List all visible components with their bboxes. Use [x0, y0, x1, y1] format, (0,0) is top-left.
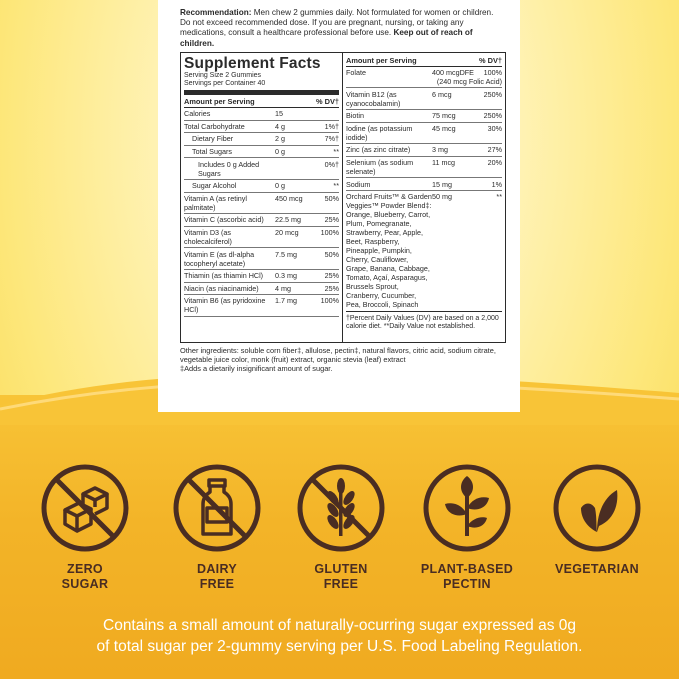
- nutrient-amount: 50 mg: [432, 192, 452, 202]
- nutrient-name: Selenium (as sodium selenate): [346, 158, 414, 177]
- nutrient-name: Vitamin D3 (as cholecalciferol): [184, 228, 232, 247]
- badge-dairy-free: [152, 462, 282, 592]
- sugar-note: ‡Adds a dietarily insignificant amount of sugar.: [180, 364, 333, 374]
- nutrient-name: Niacin (as niacinamide): [184, 283, 259, 293]
- nutrient-row: [184, 227, 339, 249]
- badge-line2: SUGAR: [61, 577, 109, 591]
- nutrient-row: [346, 191, 502, 311]
- nutrient-dv: 0%†: [324, 159, 339, 169]
- nutrient-row: [184, 283, 339, 296]
- left-header-amount: Amount per Serving: [184, 97, 255, 106]
- nutrient-row: [346, 157, 502, 179]
- badge-line2: FREE: [199, 577, 235, 591]
- nutrient-dv: 25%: [324, 283, 339, 293]
- facts-left-column: [181, 53, 343, 342]
- nutrient-name: Dietary Fiber: [192, 134, 234, 144]
- recommendation-text: [180, 8, 506, 49]
- left-rows: [184, 108, 339, 317]
- badge-plant-based-pectin: [402, 462, 532, 592]
- right-header-amount: Amount per Serving: [346, 55, 417, 65]
- nutrient-name: Vitamin C (ascorbic acid): [184, 215, 264, 225]
- nutrient-dv: 50%: [324, 193, 339, 203]
- badge-label: [276, 562, 406, 592]
- nutrient-dv: 100%: [320, 228, 339, 238]
- nutrient-name: Total Carbohydrate: [184, 121, 245, 131]
- nutrient-dv: 27%: [487, 145, 502, 155]
- badge-label: [20, 562, 150, 592]
- nutrient-amount: 75 mcg: [432, 111, 456, 121]
- nutrient-dv: 7%†: [324, 134, 339, 144]
- badge-label: [532, 562, 662, 577]
- nutrient-row: [346, 67, 502, 89]
- nutrient-amount: 400 mcgDFE: [432, 68, 474, 78]
- left-header-dv: % DV†: [315, 97, 339, 106]
- badge-row: [0, 462, 679, 602]
- nutrient-amount: 45 mcg: [432, 123, 456, 133]
- badge-zero-sugar: [20, 462, 150, 592]
- other-ingredients: Other ingredients: soluble corn fiber‡, allulose, pectin‡, natural flavors, citric acid, sodium citrate, vegetable juice color, monk (fruit) extract, organic stevia (leaf) extract: [180, 345, 496, 365]
- facts-right-column: [343, 53, 505, 342]
- nutrient-dv: 250%: [483, 111, 502, 121]
- nutrient-name: Includes 0 g Added Sugars: [198, 159, 260, 178]
- vegetarian-icon: [551, 462, 643, 554]
- nutrient-row: [346, 144, 502, 157]
- nutrient-row: [184, 158, 339, 180]
- badge-line1: DAIRY: [197, 562, 237, 576]
- recommendation-label: Recommendation:: [180, 8, 252, 17]
- nutrient-row: [346, 123, 502, 145]
- nutrient-dv: 250%: [483, 89, 502, 99]
- nutrient-amount: 0.3 mg: [275, 271, 297, 281]
- nutrient-subtext: (240 mcg Folic Acid): [436, 77, 502, 87]
- nutrient-dv: 1%: [491, 179, 502, 189]
- nutrient-amount: 4 g: [275, 121, 285, 131]
- nutrient-name: Vitamin B12 (as cyanocobalamin): [346, 89, 401, 108]
- nutrient-dv: **: [333, 181, 339, 191]
- nutrient-name: Thiamin (as thiamin HCl): [184, 271, 264, 281]
- nutrient-name: Orchard Fruits™ & Garden Veggies™ Powder Blend‡: Orange, Blueberry, Carrot, Plum, Pomegranate, Strawberry, Pear, Apple, Beet, Raspberry, Pineapple, Pumpkin, Cherry, Cauliflower, Grape, Banana, Cabbage, Tomato, Açaí, Asparagus, Brussels Sprout, Cranberry, Cucumber, Pea, Broccoli, Spinach: [346, 192, 432, 310]
- nutrient-amount: 450 mcg: [275, 193, 303, 203]
- nutrient-row: [184, 133, 339, 146]
- nutrient-row: [346, 110, 502, 123]
- badge-label: [152, 562, 282, 592]
- nutrient-name: Iodine (as potassium iodide): [346, 123, 413, 142]
- badge-vegetarian: [532, 462, 662, 577]
- nutrient-amount: 3 mg: [432, 145, 448, 155]
- nutrient-dv: 25%: [324, 215, 339, 225]
- nutrient-amount: 0 g: [275, 181, 285, 191]
- nutrient-name: Zinc (as zinc citrate): [346, 145, 411, 155]
- badge-line2: FREE: [323, 577, 359, 591]
- nutrient-dv: 100%: [483, 68, 502, 78]
- sugar-disclaimer: [0, 615, 679, 657]
- plant-based-pectin-icon: [421, 462, 513, 554]
- nutrient-amount: 7.5 mg: [275, 249, 297, 259]
- nutrient-amount: 0 g: [275, 147, 285, 157]
- thick-divider: [184, 90, 339, 95]
- nutrient-name: Vitamin E (as dl-alpha tocopheryl acetate): [184, 249, 255, 268]
- nutrient-amount: 1.7 mg: [275, 296, 297, 306]
- nutrient-amount: 22.5 mg: [275, 215, 301, 225]
- nutrient-row: [184, 193, 339, 215]
- nutrient-amount: 6 mcg: [432, 89, 452, 99]
- nutrient-amount: 15 mg: [432, 179, 452, 189]
- nutrient-row: [184, 295, 339, 317]
- nutrient-amount: 20 mcg: [275, 228, 299, 238]
- nutrient-dv: 100%: [320, 296, 339, 306]
- nutrient-dv: **: [333, 147, 339, 157]
- recommendation-body: Men chew 2 gummies daily. Not formulated for women or children. Do not exceed recommended dose. If you are pregnant, nursing, or taking any medications, consult a healthcare professional before use.: [180, 8, 494, 38]
- nutrient-row: [346, 88, 502, 110]
- gluten-free-icon: [295, 462, 387, 554]
- serving-size: Serving Size 2 Gummies: [184, 71, 262, 79]
- nutrient-amount: 11 mcg: [432, 158, 456, 168]
- right-table-header: [346, 55, 502, 67]
- disclaimer-line1: Contains a small amount of naturally-ocurring sugar expressed as 0g: [103, 617, 576, 634]
- badge-line1: GLUTEN: [314, 562, 368, 576]
- nutrient-row: [184, 180, 339, 193]
- disclaimer-line2: of total sugar per 2-gummy serving per U.S. Food Labeling Regulation.: [96, 638, 583, 655]
- badge-gluten-free: [276, 462, 406, 592]
- zero-sugar-icon: [39, 462, 131, 554]
- badge-line2: PECTIN: [443, 577, 491, 591]
- nutrient-amount: 2 g: [275, 134, 285, 144]
- nutrient-row: [184, 270, 339, 283]
- nutrient-name: Vitamin B6 (as pyridoxine HCl): [184, 296, 266, 315]
- nutrient-amount: 4 mg: [275, 283, 291, 293]
- nutrient-dv: 20%: [487, 158, 502, 168]
- nutrient-name: Folate: [346, 68, 366, 78]
- nutrient-row: [184, 108, 339, 121]
- nutrient-name: Vitamin A (as retinyl palmitate): [184, 193, 247, 212]
- right-rows: [346, 67, 502, 311]
- nutrient-name: Total Sugars: [192, 147, 232, 157]
- nutrient-row: [184, 146, 339, 159]
- nutrient-row: [184, 214, 339, 227]
- nutrient-name: Calories: [184, 109, 211, 119]
- badge-label: [402, 562, 532, 592]
- left-table-header: [184, 96, 339, 108]
- nutrient-dv: 1%†: [324, 121, 339, 131]
- servings-per-container: Servings per Container 40: [184, 80, 266, 88]
- nutrient-dv: **: [496, 192, 502, 202]
- badge-line1: ZERO: [67, 562, 103, 576]
- nutrient-row: [346, 178, 502, 191]
- nutrient-name: Sodium: [346, 179, 371, 189]
- nutrient-row: [184, 121, 339, 134]
- nutrient-name: Biotin: [346, 111, 364, 121]
- supplement-facts-panel: [158, 0, 520, 412]
- nutrient-amount: 15: [275, 109, 283, 119]
- nutrient-dv: 25%: [324, 271, 339, 281]
- supplement-facts-table: [180, 52, 506, 343]
- facts-title: Supplement Facts: [184, 54, 321, 72]
- dairy-free-icon: [171, 462, 263, 554]
- nutrient-dv: 30%: [487, 123, 502, 133]
- nutrient-row: [184, 248, 339, 270]
- badge-line1: PLANT-BASED: [420, 562, 514, 576]
- recommendation-warning: Keep out of reach of children.: [180, 28, 473, 48]
- right-header-dv: % DV†: [478, 55, 502, 65]
- badge-line1: VEGETARIAN: [554, 562, 640, 576]
- nutrient-name: Sugar Alcohol: [192, 181, 237, 191]
- nutrient-dv: 50%: [324, 249, 339, 259]
- daily-value-footnote: †Percent Daily Values (DV) are based on a 2,000 calorie diet. **Daily Value not established.: [346, 311, 502, 332]
